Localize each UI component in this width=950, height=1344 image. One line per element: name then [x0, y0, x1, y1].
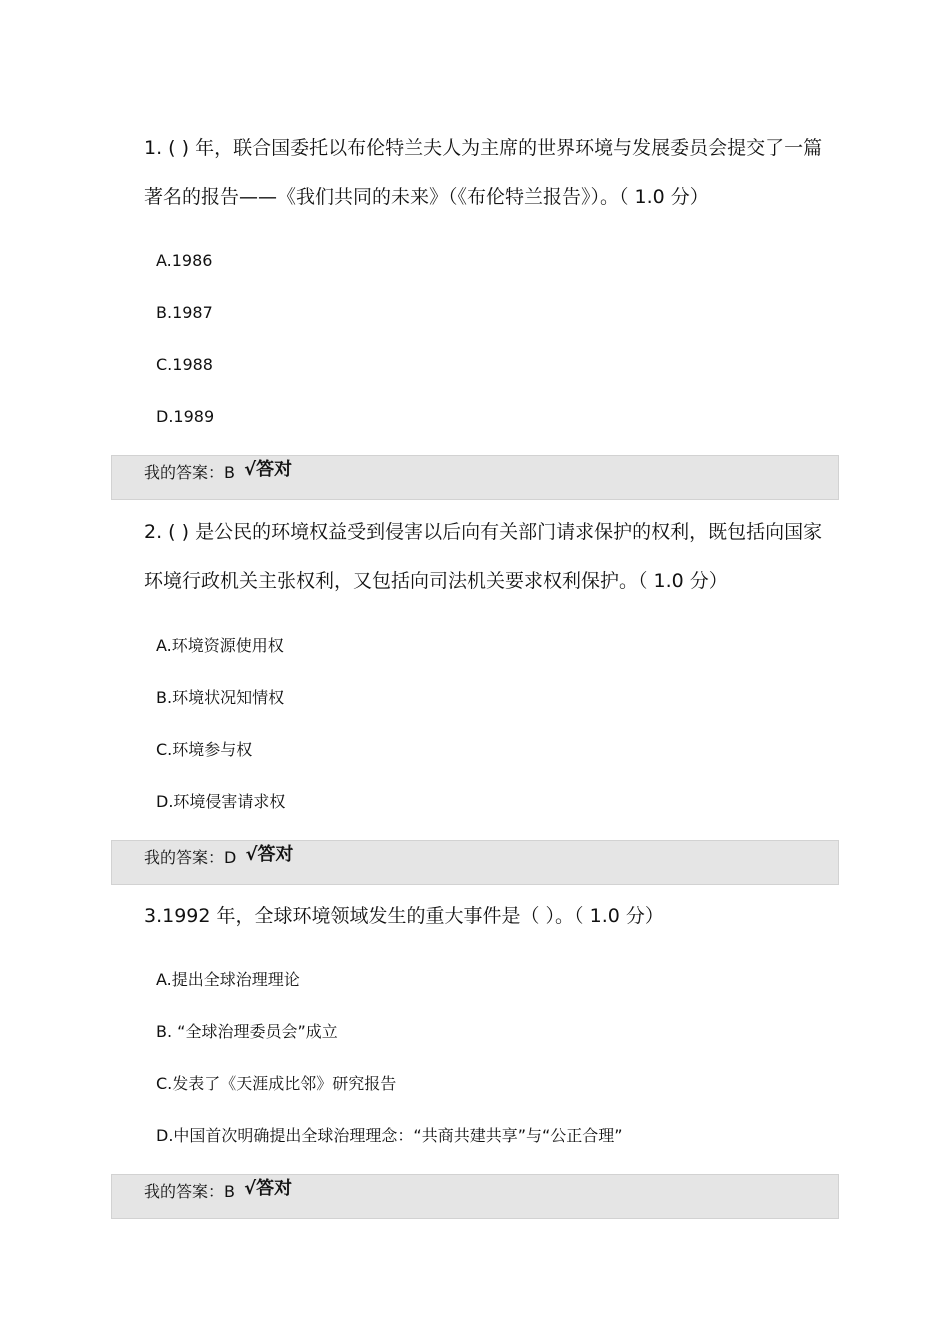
- question-3-answer-bar: [111, 1174, 839, 1219]
- question-3-answer: [144, 1180, 292, 1204]
- question-2-option-b: B.环境状况知情权: [156, 688, 285, 707]
- question-2-option-c: C.环境参与权: [156, 740, 253, 759]
- question-1-option-a: A.1986: [156, 251, 213, 270]
- question-2-text: 2. ( ) 是公民的环境权益受到侵害以后向有关部门请求保护的权利，既包括向国家环境行政机关主张权利，又包括向司法机关要求权利保护。（ 1.0 分）: [144, 521, 823, 592]
- question-2-option-a: A.环境资源使用权: [156, 636, 284, 655]
- answer-label: 我的答案：: [144, 463, 225, 482]
- answer-value: B: [224, 1182, 235, 1201]
- question-3-option-a: A.提出全球治理理论: [156, 970, 300, 989]
- question-1-answer: [144, 461, 292, 485]
- answer-verdict: √答对: [244, 459, 293, 480]
- question-1-option-b: B.1987: [156, 303, 213, 322]
- question-3-option-b: B. “全球治理委员会”成立: [156, 1022, 338, 1041]
- question-1-answer-bar: [111, 455, 839, 500]
- question-2-option-d: D.环境侵害请求权: [156, 792, 286, 811]
- question-3-text: 3.1992 年，全球环境领域发生的重大事件是（ ）。（ 1.0 分）: [144, 905, 664, 927]
- answer-value: B: [224, 463, 235, 482]
- answer-value: D: [224, 848, 237, 867]
- question-2-answer: [144, 846, 293, 870]
- answer-verdict: √答对: [244, 1178, 293, 1199]
- question-2-answer-bar: [111, 840, 839, 885]
- answer-verdict: √答对: [245, 844, 294, 865]
- question-1-text: 1. ( ) 年，联合国委托以布伦特兰夫人为主席的世界环境与发展委员会提交了一篇著名的报告——《我们共同的未来》（《布伦特兰报告》）。（ 1.0 分）: [144, 137, 823, 208]
- answer-label: 我的答案：: [144, 1182, 225, 1201]
- question-3-option-c: C.发表了《天涯成比邻》研究报告: [156, 1074, 397, 1093]
- question-1-option-d: D.1989: [156, 407, 215, 426]
- question-3-option-d: D.中国首次明确提出全球治理理念：“共商共建共享”与“公正合理”: [156, 1126, 623, 1145]
- question-1-option-c: C.1988: [156, 355, 213, 374]
- answer-label: 我的答案：: [144, 848, 225, 867]
